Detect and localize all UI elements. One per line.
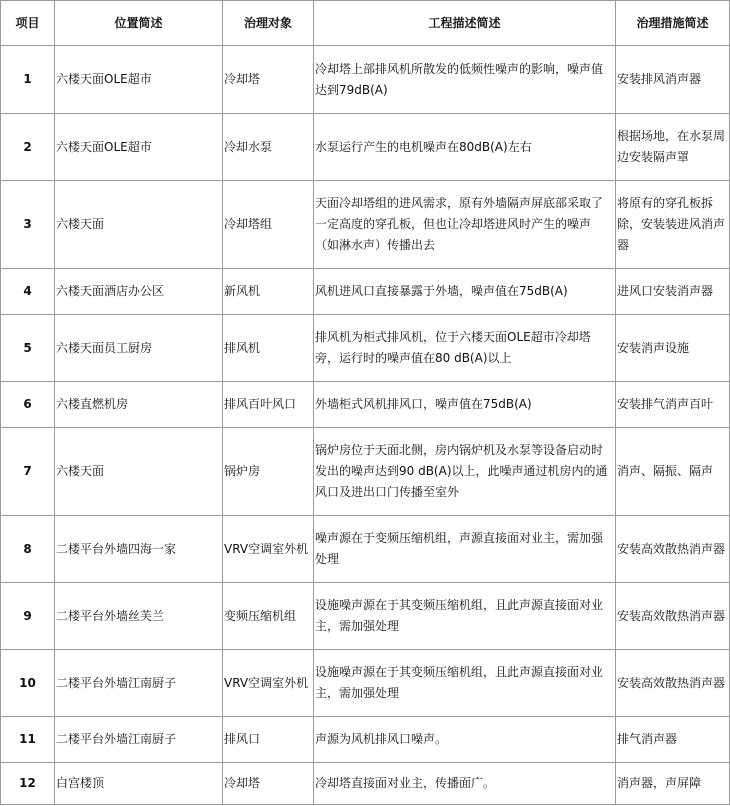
location-cell: 六楼天面酒店办公区	[55, 269, 223, 315]
target-cell: 排风机	[223, 315, 314, 382]
row-number: 1	[1, 46, 55, 114]
description-cell: 排风机为柜式排风机，位于六楼天面OLE超市冷却塔旁，运行时的噪声值在80 dB(A)以上	[314, 315, 616, 382]
table-row	[1, 428, 730, 516]
description-cell: 天面冷却塔组的进风需求，原有外墙隔声屏底部采取了一定高度的穿孔板，但也让冷却塔进风时产生的噪声（如淋水声）传播出去	[314, 181, 616, 269]
measure-cell: 安装排气消声百叶	[616, 382, 730, 428]
description-cell: 水泵运行产生的电机噪声在80dB(A)左右	[314, 114, 616, 181]
measure-cell: 安装高效散热消声器	[616, 583, 730, 650]
measure-cell: 进风口安装消声器	[616, 269, 730, 315]
target-cell: 新风机	[223, 269, 314, 315]
measure-cell: 消声器，声屏障	[616, 763, 730, 805]
row-number: 4	[1, 269, 55, 315]
table-row	[1, 763, 730, 805]
location-cell: 六楼天面	[55, 181, 223, 269]
location-cell: 六楼天面员工厨房	[55, 315, 223, 382]
target-cell: 排风百叶风口	[223, 382, 314, 428]
measure-cell: 消声、隔振、隔声	[616, 428, 730, 516]
target-cell: 冷却塔组	[223, 181, 314, 269]
measure-cell: 安装排风消声器	[616, 46, 730, 114]
description-cell: 声源为风机排风口噪声。	[314, 717, 616, 763]
table-row	[1, 269, 730, 315]
target-cell: 锅炉房	[223, 428, 314, 516]
row-number: 12	[1, 763, 55, 805]
location-cell: 二楼平台外墙江南厨子	[55, 650, 223, 717]
measure-cell: 将原有的穿孔板拆除，安装装进风消声器	[616, 181, 730, 269]
target-cell: 排风口	[223, 717, 314, 763]
row-number: 7	[1, 428, 55, 516]
description-cell: 外墙柜式风机排风口，噪声值在75dB(A)	[314, 382, 616, 428]
table-row	[1, 181, 730, 269]
measure-cell: 安装高效散热消声器	[616, 650, 730, 717]
header-item-no: 项目	[1, 1, 55, 46]
table-row	[1, 516, 730, 583]
table-row	[1, 650, 730, 717]
target-cell: 冷却塔	[223, 763, 314, 805]
row-number: 9	[1, 583, 55, 650]
measure-cell: 根据场地，在水泵周边安装隔声罩	[616, 114, 730, 181]
location-cell: 二楼平台外墙江南厨子	[55, 717, 223, 763]
header-target: 治理对象	[223, 1, 314, 46]
table-row	[1, 583, 730, 650]
table-row	[1, 315, 730, 382]
table-row	[1, 382, 730, 428]
location-cell: 白宫楼顶	[55, 763, 223, 805]
description-cell: 冷却塔上部排风机所散发的低频性噪声的影响，噪声值达到79dB(A)	[314, 46, 616, 114]
header-row	[1, 1, 730, 46]
measure-cell: 安装消声设施	[616, 315, 730, 382]
row-number: 5	[1, 315, 55, 382]
description-cell: 风机进风口直接暴露于外墙，噪声值在75dB(A)	[314, 269, 616, 315]
row-number: 6	[1, 382, 55, 428]
location-cell: 六楼天面OLE超市	[55, 114, 223, 181]
table-row	[1, 114, 730, 181]
target-cell: 冷却塔	[223, 46, 314, 114]
table-row	[1, 46, 730, 114]
row-number: 8	[1, 516, 55, 583]
table-row	[1, 717, 730, 763]
description-cell: 锅炉房位于天面北侧，房内锅炉机及水泵等设备启动时发出的噪声达到90 dB(A)以上，此噪声通过机房内的通风口及进出口门传播至室外	[314, 428, 616, 516]
row-number: 2	[1, 114, 55, 181]
location-cell: 二楼平台外墙丝芙兰	[55, 583, 223, 650]
measure-cell: 安装高效散热消声器	[616, 516, 730, 583]
row-number: 3	[1, 181, 55, 269]
description-cell: 设施噪声源在于其变频压缩机组，且此声源直接面对业主，需加强处理	[314, 650, 616, 717]
target-cell: VRV空调室外机	[223, 650, 314, 717]
target-cell: 变频压缩机组	[223, 583, 314, 650]
row-number: 10	[1, 650, 55, 717]
target-cell: VRV空调室外机	[223, 516, 314, 583]
description-cell: 噪声源在于变频压缩机组，声源直接面对业主，需加强处理	[314, 516, 616, 583]
description-cell: 设施噪声源在于其变频压缩机组，且此声源直接面对业主，需加强处理	[314, 583, 616, 650]
header-location: 位置简述	[55, 1, 223, 46]
description-cell: 冷却塔直接面对业主，传播面广。	[314, 763, 616, 805]
row-number: 11	[1, 717, 55, 763]
location-cell: 六楼直燃机房	[55, 382, 223, 428]
target-cell: 冷却水泵	[223, 114, 314, 181]
header-measure: 治理措施简述	[616, 1, 730, 46]
location-cell: 二楼平台外墙四海一家	[55, 516, 223, 583]
measure-cell: 排气消声器	[616, 717, 730, 763]
location-cell: 六楼天面	[55, 428, 223, 516]
location-cell: 六楼天面OLE超市	[55, 46, 223, 114]
header-description: 工程描述简述	[314, 1, 616, 46]
